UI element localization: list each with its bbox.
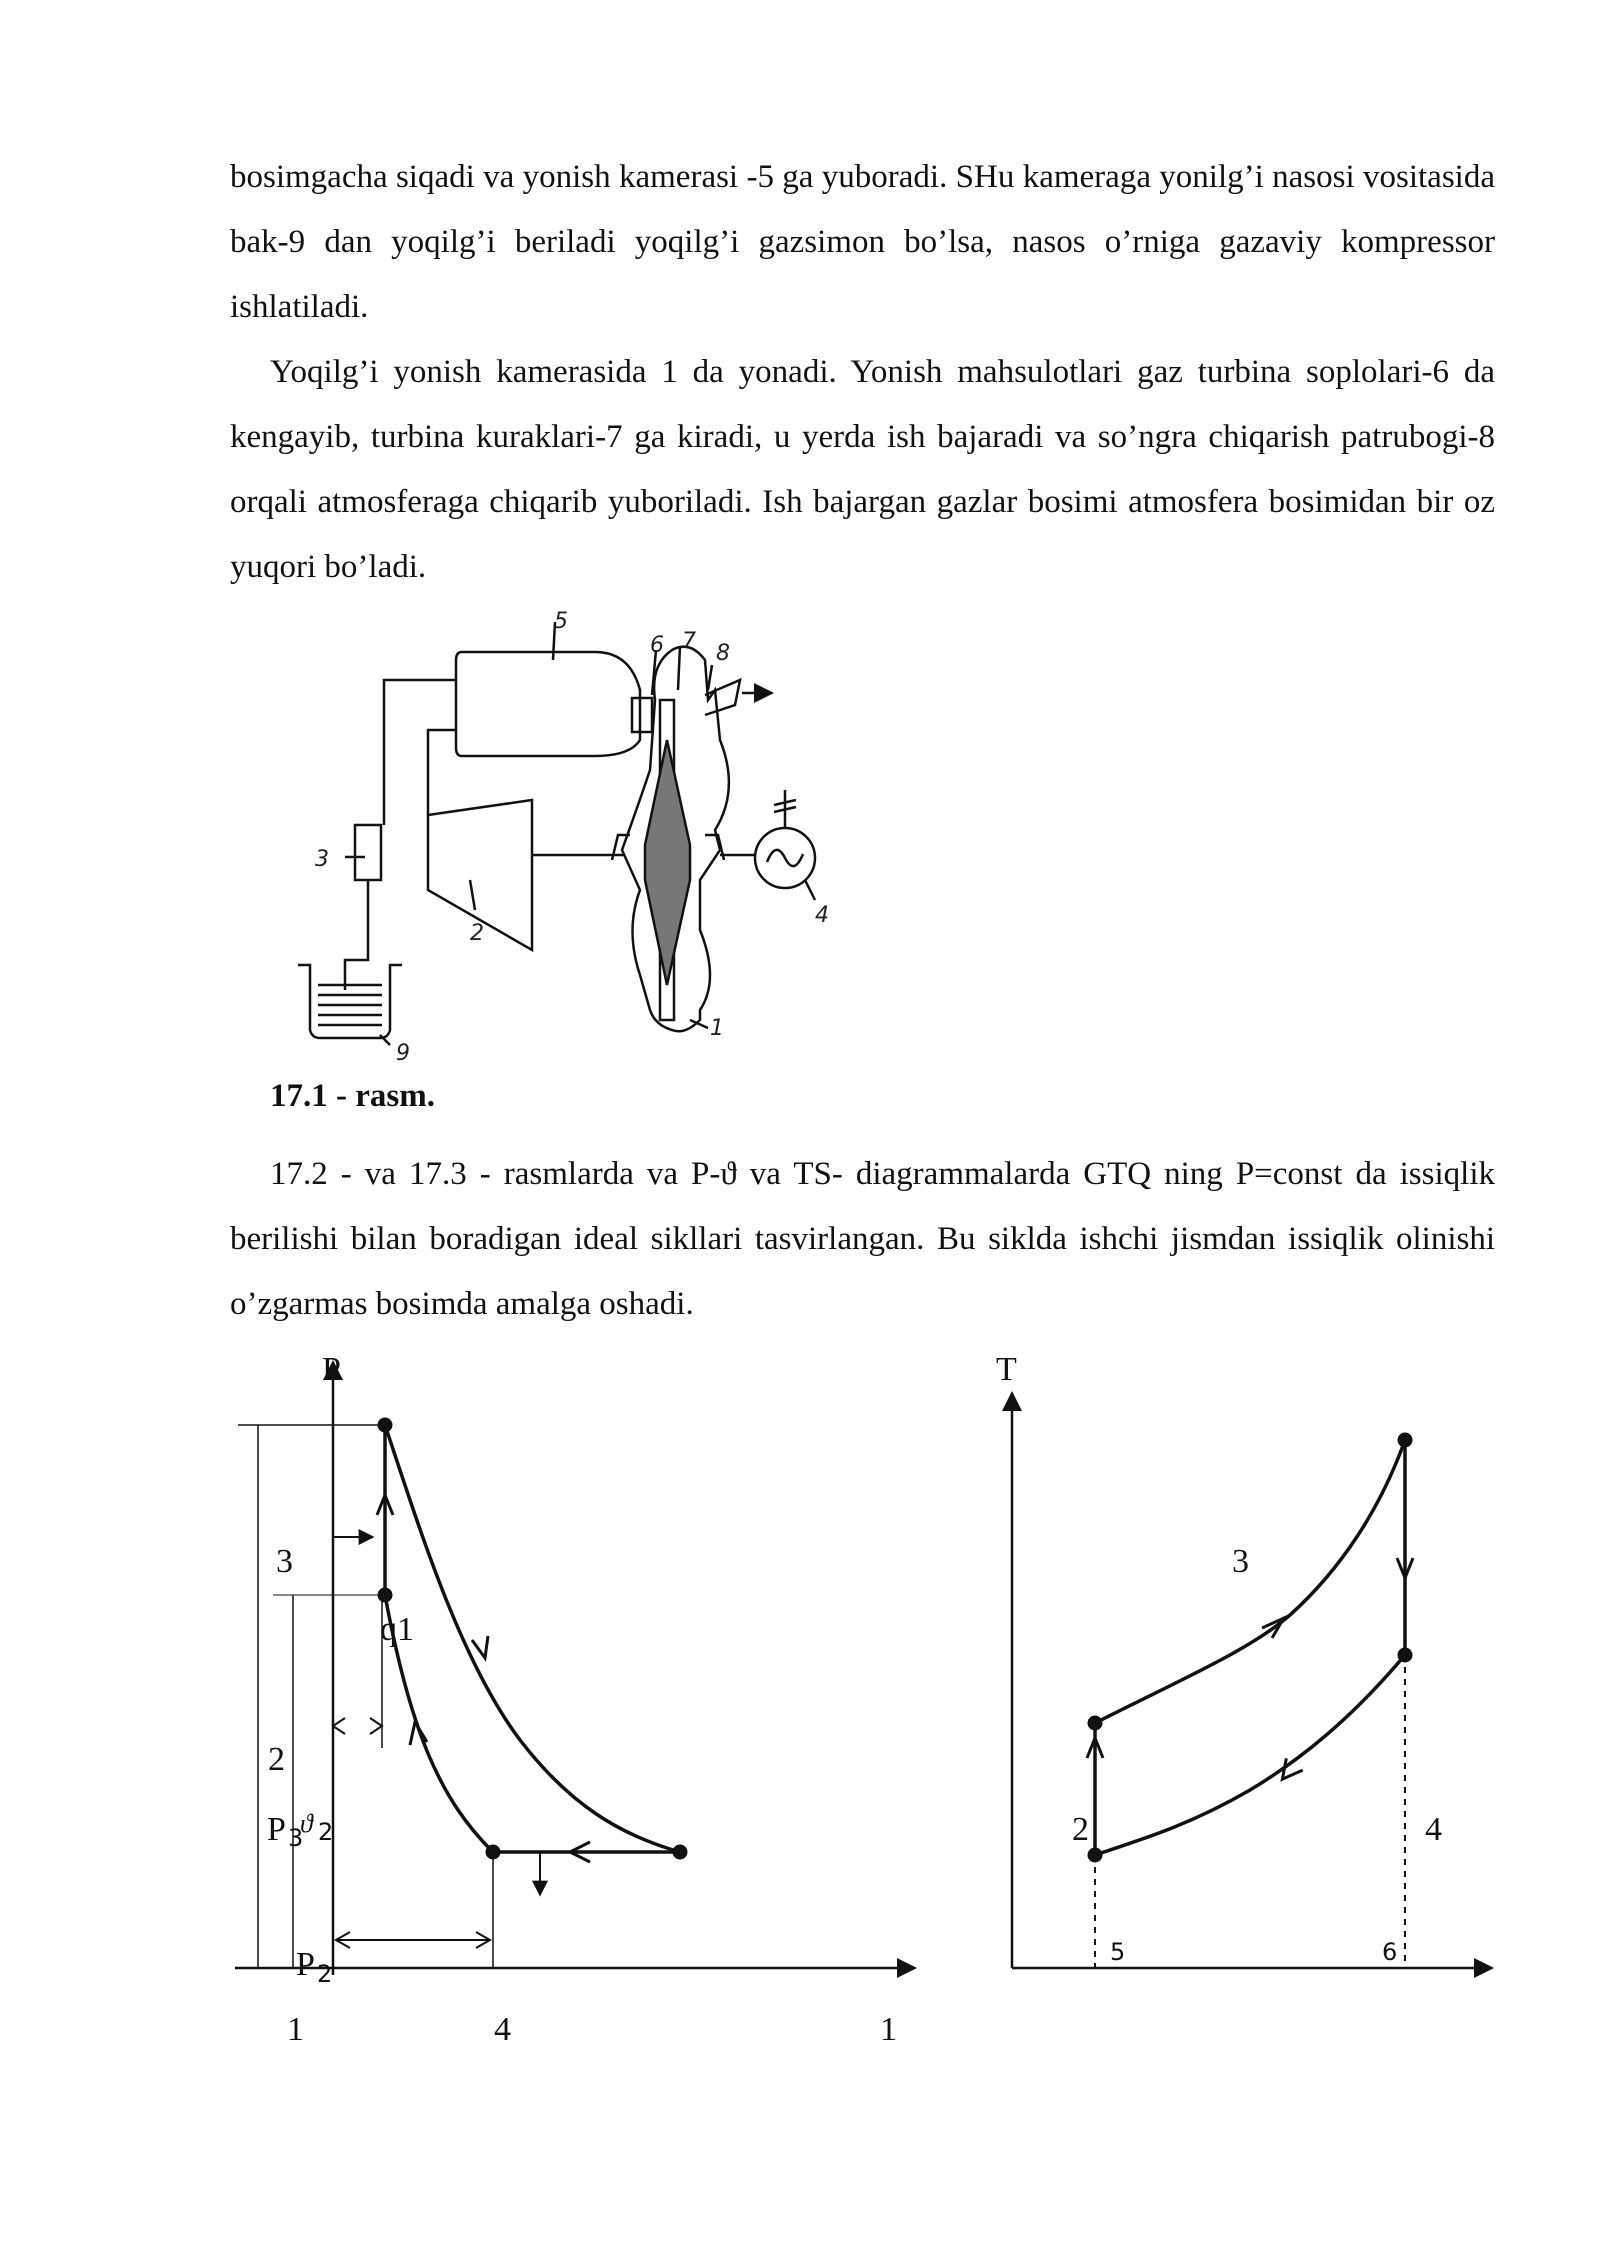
paragraph-1: bosimgacha siqadi va yonish kamerasi -5 ga yuboradi. SHu kameraga yonilg’i nasosi vositasida bak-9 dan yoqilg’i beriladi yoqilg’i gazsimon bo’lsa, nasos o’rniga gazaviy kompressor ishlatiladi. [230,159,1495,325]
label-1: 1 [710,1016,724,1041]
generator-wave [767,850,803,866]
pv-label-p2: P [296,1946,315,1983]
air-line [428,730,456,815]
paragraph-2: Yoqilg’i yonish kamerasida 1 da yonadi. Yonish mahsulotlari gaz turbina soplolari-6 da kengayib, turbina kuraklari-7 ga kiradi, u yerda ish bajaradi va so’ngra chiqarish patrubogi-8 orqali atmosferaga chiqarib yuboriladi. Ish bajargan gazlar bosimi atmosfera bosimidan bir oz yuqori bo’ladi. [230,354,1495,585]
label-8: 8 [716,641,730,666]
ts-axis-t-label: T [996,1351,1017,1388]
pv-label-p3: P [267,1811,286,1848]
gas-turbine-schematic [298,622,815,1045]
turbine-rotor [645,740,690,985]
ts-label-6: 6 [1382,1938,1398,1966]
combustion-chamber [456,652,640,756]
label-5: 5 [554,609,568,634]
label-2: 2 [470,921,484,946]
ts-label-5: 5 [1110,1938,1126,1966]
figure-caption: 17.1 - rasm. [270,1078,435,1114]
ts-label-4: 4 [1425,1811,1442,1848]
pv-label-theta: ϑ [300,1809,313,1838]
fuel-pump [355,825,381,880]
label-6: 6 [650,633,664,658]
pv-label-q1: q1 [380,1611,414,1648]
label-3: 3 [315,847,329,872]
pv-bottom-4: 4 [494,2011,511,2048]
nozzle-connector [632,698,652,732]
ts-label-3: 3 [1232,1543,1249,1580]
pv-label-p2-sub: 2 [317,1960,333,1988]
ts-diagram [1012,1393,1492,1968]
pv-bottom-1-right: 1 [880,2011,897,2048]
pv-label-p3-sub: 3 [288,1824,304,1852]
label-9: 9 [396,1041,410,1066]
pv-label-2: 2 [268,1741,285,1778]
pv-bottom-1: 1 [287,2011,304,2048]
pv-diagram [235,1362,915,1975]
pv-label-theta-sub: 2 [318,1818,334,1846]
fuel-line-tank [345,880,368,990]
pv-axis-p-label: P [322,1351,341,1388]
fuel-line-top [384,680,456,825]
ts-label-2: 2 [1072,1811,1089,1848]
label-7: 7 [682,629,696,654]
pv-label-3: 3 [276,1543,293,1580]
paragraph-3: 17.2 - va 17.3 - rasmlarda va P-ϑ va TS- diagrammalarda GTQ ning P=const da issiqlik berilishi bilan boradigan ideal sikllari tasvirlangan. Bu siklda ishchi jismdan issiqlik olinishi o’zgarmas bosimda amalga oshadi. [230,1156,1495,1322]
label-4: 4 [815,903,829,928]
fuel-tank [298,965,402,1038]
